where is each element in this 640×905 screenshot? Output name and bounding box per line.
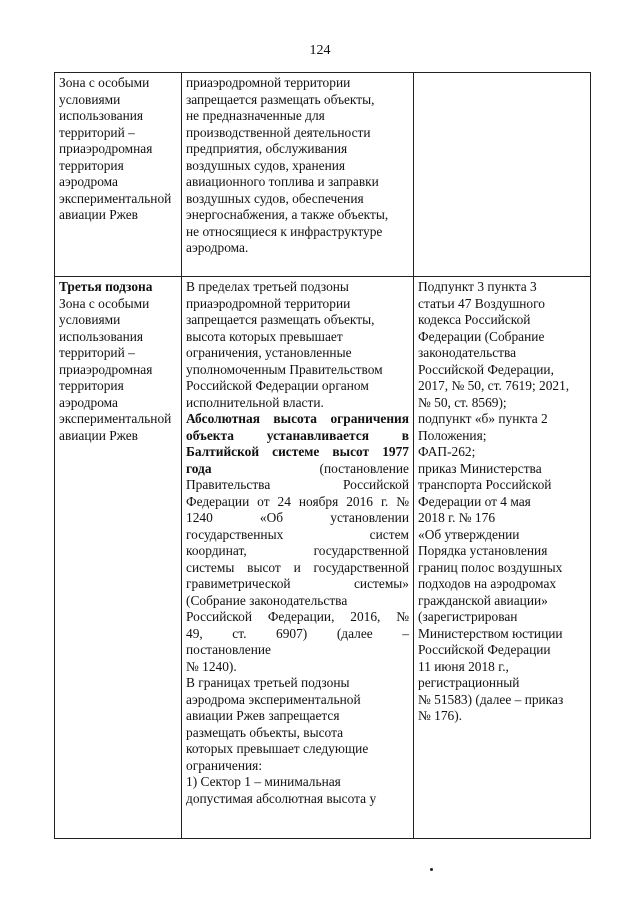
text-line: территорий – — [59, 124, 135, 140]
text-line: использования — [59, 328, 144, 344]
text-line: ФАП-262; — [418, 444, 476, 459]
text-line: 1) Сектор 1 – минимальная — [186, 774, 341, 789]
table-row — [55, 277, 591, 839]
text-line: экспериментальной — [59, 411, 172, 426]
text-line: условиями — [59, 91, 121, 107]
text-line: системы высот и государственной — [186, 559, 409, 575]
text-line: запрещается размещать объекты, — [186, 312, 375, 327]
text-line: использования — [59, 108, 144, 123]
text-line: Федерации (Собрание — [418, 328, 545, 344]
zone-name-cell — [55, 277, 182, 839]
text-line: приаэродромная — [59, 141, 153, 156]
text-line: законодательства — [418, 345, 517, 360]
text-line: авиации Ржев — [59, 427, 139, 443]
text-line: Российской Федерации, 2016, № — [186, 609, 409, 624]
text-line: гражданской авиации» — [418, 592, 548, 608]
text-line: производственной деятельности — [186, 124, 371, 140]
text-line: 11 июня 2018 г., — [418, 658, 509, 674]
text-line: аэродрома. — [186, 240, 249, 255]
text-line: Российской Федерации — [418, 642, 551, 657]
text-line: Порядка установления — [418, 543, 548, 558]
text-line: аэродрома — [59, 174, 118, 189]
text-line: В границах третьей подзоны — [186, 675, 350, 690]
subzone-title: Третья подзона — [59, 279, 153, 294]
text-line: границ полос воздушных — [418, 559, 563, 575]
text-line: высота которых превышает — [186, 328, 343, 344]
text-line: «Об утверждении — [418, 526, 520, 542]
text-line: 2018 г. № 176 — [418, 510, 496, 525]
text-line: Зона с особыми — [59, 295, 150, 311]
legal-basis-cell — [414, 277, 591, 839]
text-line: аэродрома экспериментальной — [186, 691, 361, 707]
text-line: транспорта Российской — [418, 477, 552, 492]
restriction-cell — [182, 73, 414, 277]
text-line: подпункт «б» пункта 2 — [418, 411, 548, 426]
text-line: В пределах третьей подзоны — [186, 279, 349, 294]
text-line: Федерации от 4 мая — [418, 493, 531, 509]
text-line: Абсолютная высота ограничения — [186, 411, 409, 426]
text-line: 49, ст. 6907) (далее – — [186, 625, 409, 641]
text-line: объекта устанавливается в — [186, 427, 409, 443]
restriction-cell — [182, 277, 414, 839]
text-line: 1240 «Об установлении — [186, 510, 409, 525]
text-line: Министерством юстиции — [418, 625, 563, 641]
text-line: территорий – — [59, 345, 135, 360]
text-line: воздушных судов, обеспечения — [186, 190, 364, 206]
text-line: предприятия, обслуживания — [186, 141, 348, 156]
text-line: уполномоченным Правительством — [186, 361, 383, 377]
text-line: приказ Министерства — [418, 460, 542, 476]
text-line: аэродрома — [59, 394, 118, 410]
table-row — [55, 73, 591, 277]
text-line: года (постановление — [186, 460, 409, 476]
text-line: территория — [59, 378, 124, 393]
text-line: которых превышает следующие — [186, 741, 369, 756]
zone-name-cell — [55, 73, 182, 277]
text-line: территория — [59, 157, 124, 173]
text-line: 2017, № 50, ст. 7619; 2021, — [418, 378, 570, 393]
text-line: размещать объекты, высота — [186, 724, 344, 740]
text-line: Положения; — [418, 427, 487, 443]
text-line: (зарегистрирован — [418, 609, 518, 624]
text-line: авиации Ржев — [59, 207, 139, 222]
text-line: запрещается размещать объекты, — [186, 91, 375, 107]
legal-basis-cell — [414, 73, 591, 277]
text-line: приаэродромная — [59, 361, 153, 377]
text-line: № 51583) (далее – приказ — [418, 691, 564, 707]
text-line: условиями — [59, 312, 121, 327]
text-line: экспериментальной — [59, 190, 172, 206]
text-line: приаэродромной территории — [186, 295, 351, 311]
page-number: 124 — [309, 43, 331, 58]
text-line: № 50, ст. 8569); — [418, 394, 507, 410]
regulation-table — [54, 72, 591, 839]
text-line: энергоснабжения, а также объекты, — [186, 207, 389, 222]
text-line: постановление — [186, 642, 272, 657]
text-line: авиационного топлива и заправки — [186, 174, 379, 189]
text-line: Правительства Российской — [186, 477, 409, 492]
text-line: приаэродромной территории — [186, 75, 351, 90]
text-line: статьи 47 Воздушного — [418, 295, 545, 311]
text-line: Подпункт 3 пункта 3 — [418, 279, 537, 294]
text-line: воздушных судов, хранения — [186, 157, 346, 173]
text-line: гравиметрической системы» — [186, 576, 409, 591]
text-line: авиации Ржев запрещается — [186, 708, 340, 723]
text-line: Российской Федерации органом — [186, 378, 369, 393]
text-line: ограничения: — [186, 757, 263, 773]
text-line: допустимая абсолютная высота у — [186, 790, 377, 806]
text-line: Российской Федерации, — [418, 361, 554, 377]
text-line: государственных систем — [186, 526, 409, 542]
text-line: Федерации от 24 ноября 2016 г. № — [186, 493, 409, 509]
text-line: исполнительной власти. — [186, 394, 324, 410]
text-line: Балтийской системе высот 1977 — [186, 444, 409, 459]
text-line: (Собрание законодательства — [186, 592, 348, 608]
text-line: Зона с особыми — [59, 75, 150, 90]
text-line: подходов на аэродромах — [418, 576, 557, 591]
text-line: № 1240). — [186, 658, 237, 674]
text-line: ограничения, установленные — [186, 345, 352, 360]
text-line: не относящиеся к инфраструктуре — [186, 223, 383, 239]
text-line: № 176). — [418, 708, 463, 723]
text-line: кодекса Российской — [418, 312, 531, 327]
scan-mark — [430, 868, 433, 871]
text-line: регистрационный — [418, 675, 520, 690]
text-line: не предназначенные для — [186, 108, 325, 123]
text-line: координат, государственной — [186, 543, 409, 558]
